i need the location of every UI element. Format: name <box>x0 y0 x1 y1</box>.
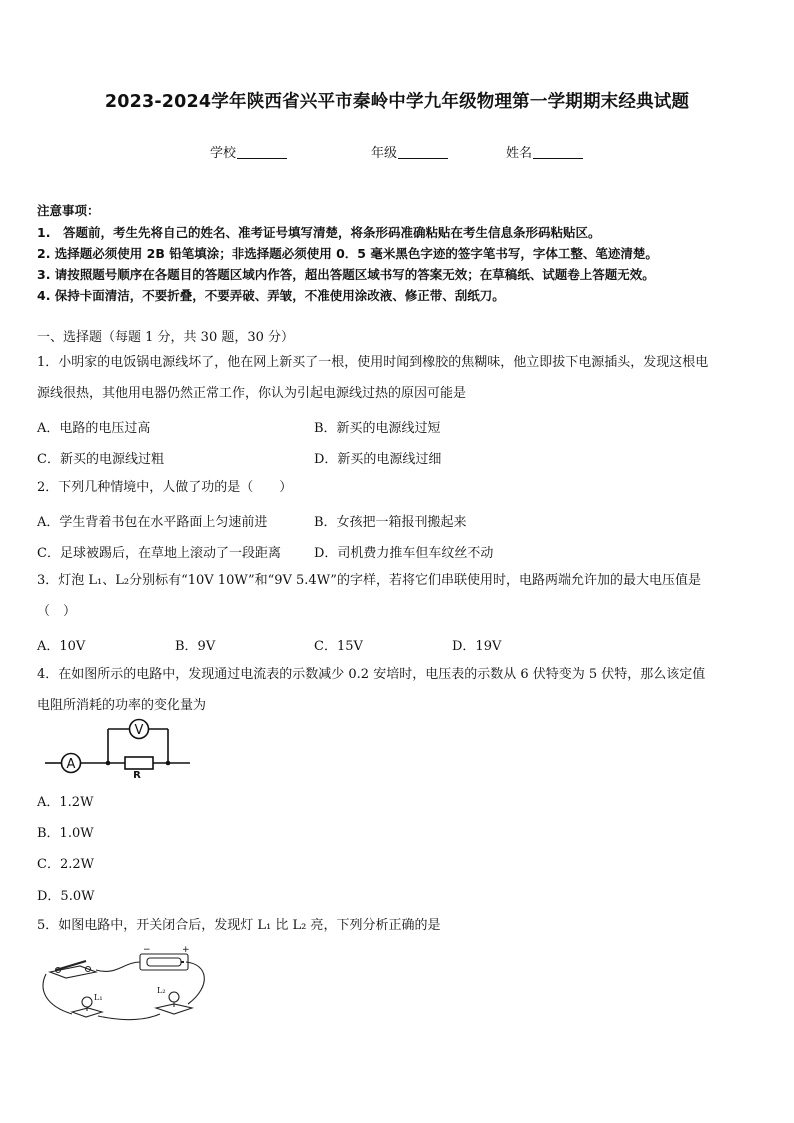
q1-option-b: B．新买的电源线过短 <box>314 421 441 436</box>
q4-option-d: D．5.0W <box>37 889 95 904</box>
q4-option-b: B．1.0W <box>37 826 94 841</box>
q3-option-a: A．10V <box>37 639 86 654</box>
q4-circuit-diagram <box>40 718 200 780</box>
junction-dot <box>106 761 111 766</box>
q4-option-a: A．1.2W <box>37 795 94 810</box>
grade-label: 年级 <box>371 146 398 161</box>
ammeter-label: A <box>66 757 76 772</box>
l2-label: L₂ <box>157 986 166 995</box>
q1-option-a: A．电路的电压过高 <box>37 421 151 436</box>
name-field <box>506 142 583 161</box>
notice-item: 4. 保持卡面清洁，不要折叠，不要弄破、弄皱，不准使用涂改液、修正带、刮纸刀。 <box>37 288 505 303</box>
q1-stem-line2: 源线很热，其他用电器仍然正常工作，你认为引起电源线过热的原因可能是 <box>37 386 467 401</box>
q3-option-b: B．9V <box>175 639 216 654</box>
q2-stem: 2．下列几种情境中，人做了功的是（ ） <box>37 480 293 495</box>
q5-wire <box>98 1014 160 1020</box>
battery-plus-label: + <box>182 945 190 955</box>
notice-item: 1. 答题前，考生先将自己的姓名、准考证号填写清楚，将条形码准确粘贴在考生信息条形码粘贴区。 <box>37 225 601 240</box>
q3-option-d: D．19V <box>452 639 502 654</box>
grade-blank <box>398 146 448 159</box>
q5-circuit-drawing <box>36 942 216 1024</box>
q5-wire <box>43 974 72 1014</box>
name-label: 姓名 <box>506 146 533 161</box>
junction-dot <box>166 761 171 766</box>
battery-cell <box>147 958 181 966</box>
q2-option-d: D．司机费力推车但车纹丝不动 <box>314 546 494 561</box>
resistor-symbol <box>125 757 153 769</box>
q4-stem-line2: 电阻所消耗的功率的变化量为 <box>37 698 207 713</box>
q3-option-c: C．15V <box>314 639 363 654</box>
q3-stem-line2: （ ） <box>37 604 77 619</box>
resistor-label: R <box>133 770 141 780</box>
q4-stem-line1: 4．在如图所示的电路中，发现通过电流表的示数减少 0.2 安培时，电压表的示数从 6 伏特变为 5 伏特，那么该定值 <box>37 667 706 682</box>
section-heading: 一、选择题（每题 1 分，共 30 题，30 分） <box>37 330 295 345</box>
q1-option-c: C．新买的电源线过粗 <box>37 452 164 467</box>
q2-option-c: C．足球被踢后，在草地上滚动了一段距离 <box>37 546 281 561</box>
name-blank <box>533 146 583 159</box>
notice-item: 3. 请按照题号顺序在各题目的答题区域内作答，超出答题区域书写的答案无效；在草稿纸、试题卷上答题无效。 <box>37 267 655 282</box>
grade-field <box>371 142 448 161</box>
battery-minus-label: − <box>143 945 151 955</box>
q3-stem-line1: 3．灯泡 L₁、L₂分别标有“10V 10W”和“9V 5.4W”的字样，若将它们串联使用时，电路两端允许加的最大电压值是 <box>37 573 701 588</box>
q1-option-d: D．新买的电源线过细 <box>314 452 442 467</box>
q4-option-c: C．2.2W <box>37 857 94 872</box>
school-blank <box>237 146 287 159</box>
q2-option-a: A．学生背着书包在水平路面上匀速前进 <box>37 515 268 530</box>
q2-option-b: B．女孩把一箱报刊搬起来 <box>314 515 467 530</box>
school-field <box>210 142 287 161</box>
l2-bulb <box>169 992 179 1002</box>
q5-wire <box>186 962 204 1004</box>
l1-label: L₁ <box>94 993 103 1002</box>
notice-heading: 注意事项： <box>37 203 100 218</box>
q5-stem: 5．如图电路中，开关闭合后，发现灯 L₁ 比 L₂ 亮，下列分析正确的是 <box>37 918 441 933</box>
exam-title: 2023-2024学年陕西省兴平市秦岭中学九年级物理第一学期期末经典试题 <box>104 92 690 112</box>
q1-stem-line1: 1．小明家的电饭锅电源线坏了，他在网上新买了一根，使用时闻到橡胶的焦糊味，他立即拔下电源插头，发现这根电 <box>37 355 709 370</box>
voltmeter-label: V <box>134 723 144 738</box>
school-label: 学校 <box>210 146 237 161</box>
notice-item: 2. 选择题必须使用 2B 铅笔填涂；非选择题必须使用 0．5 毫米黑色字迹的签字笔书写，字体工整、笔迹清楚。 <box>37 246 658 261</box>
q5-wire <box>96 962 140 971</box>
l1-bulb <box>82 997 92 1007</box>
